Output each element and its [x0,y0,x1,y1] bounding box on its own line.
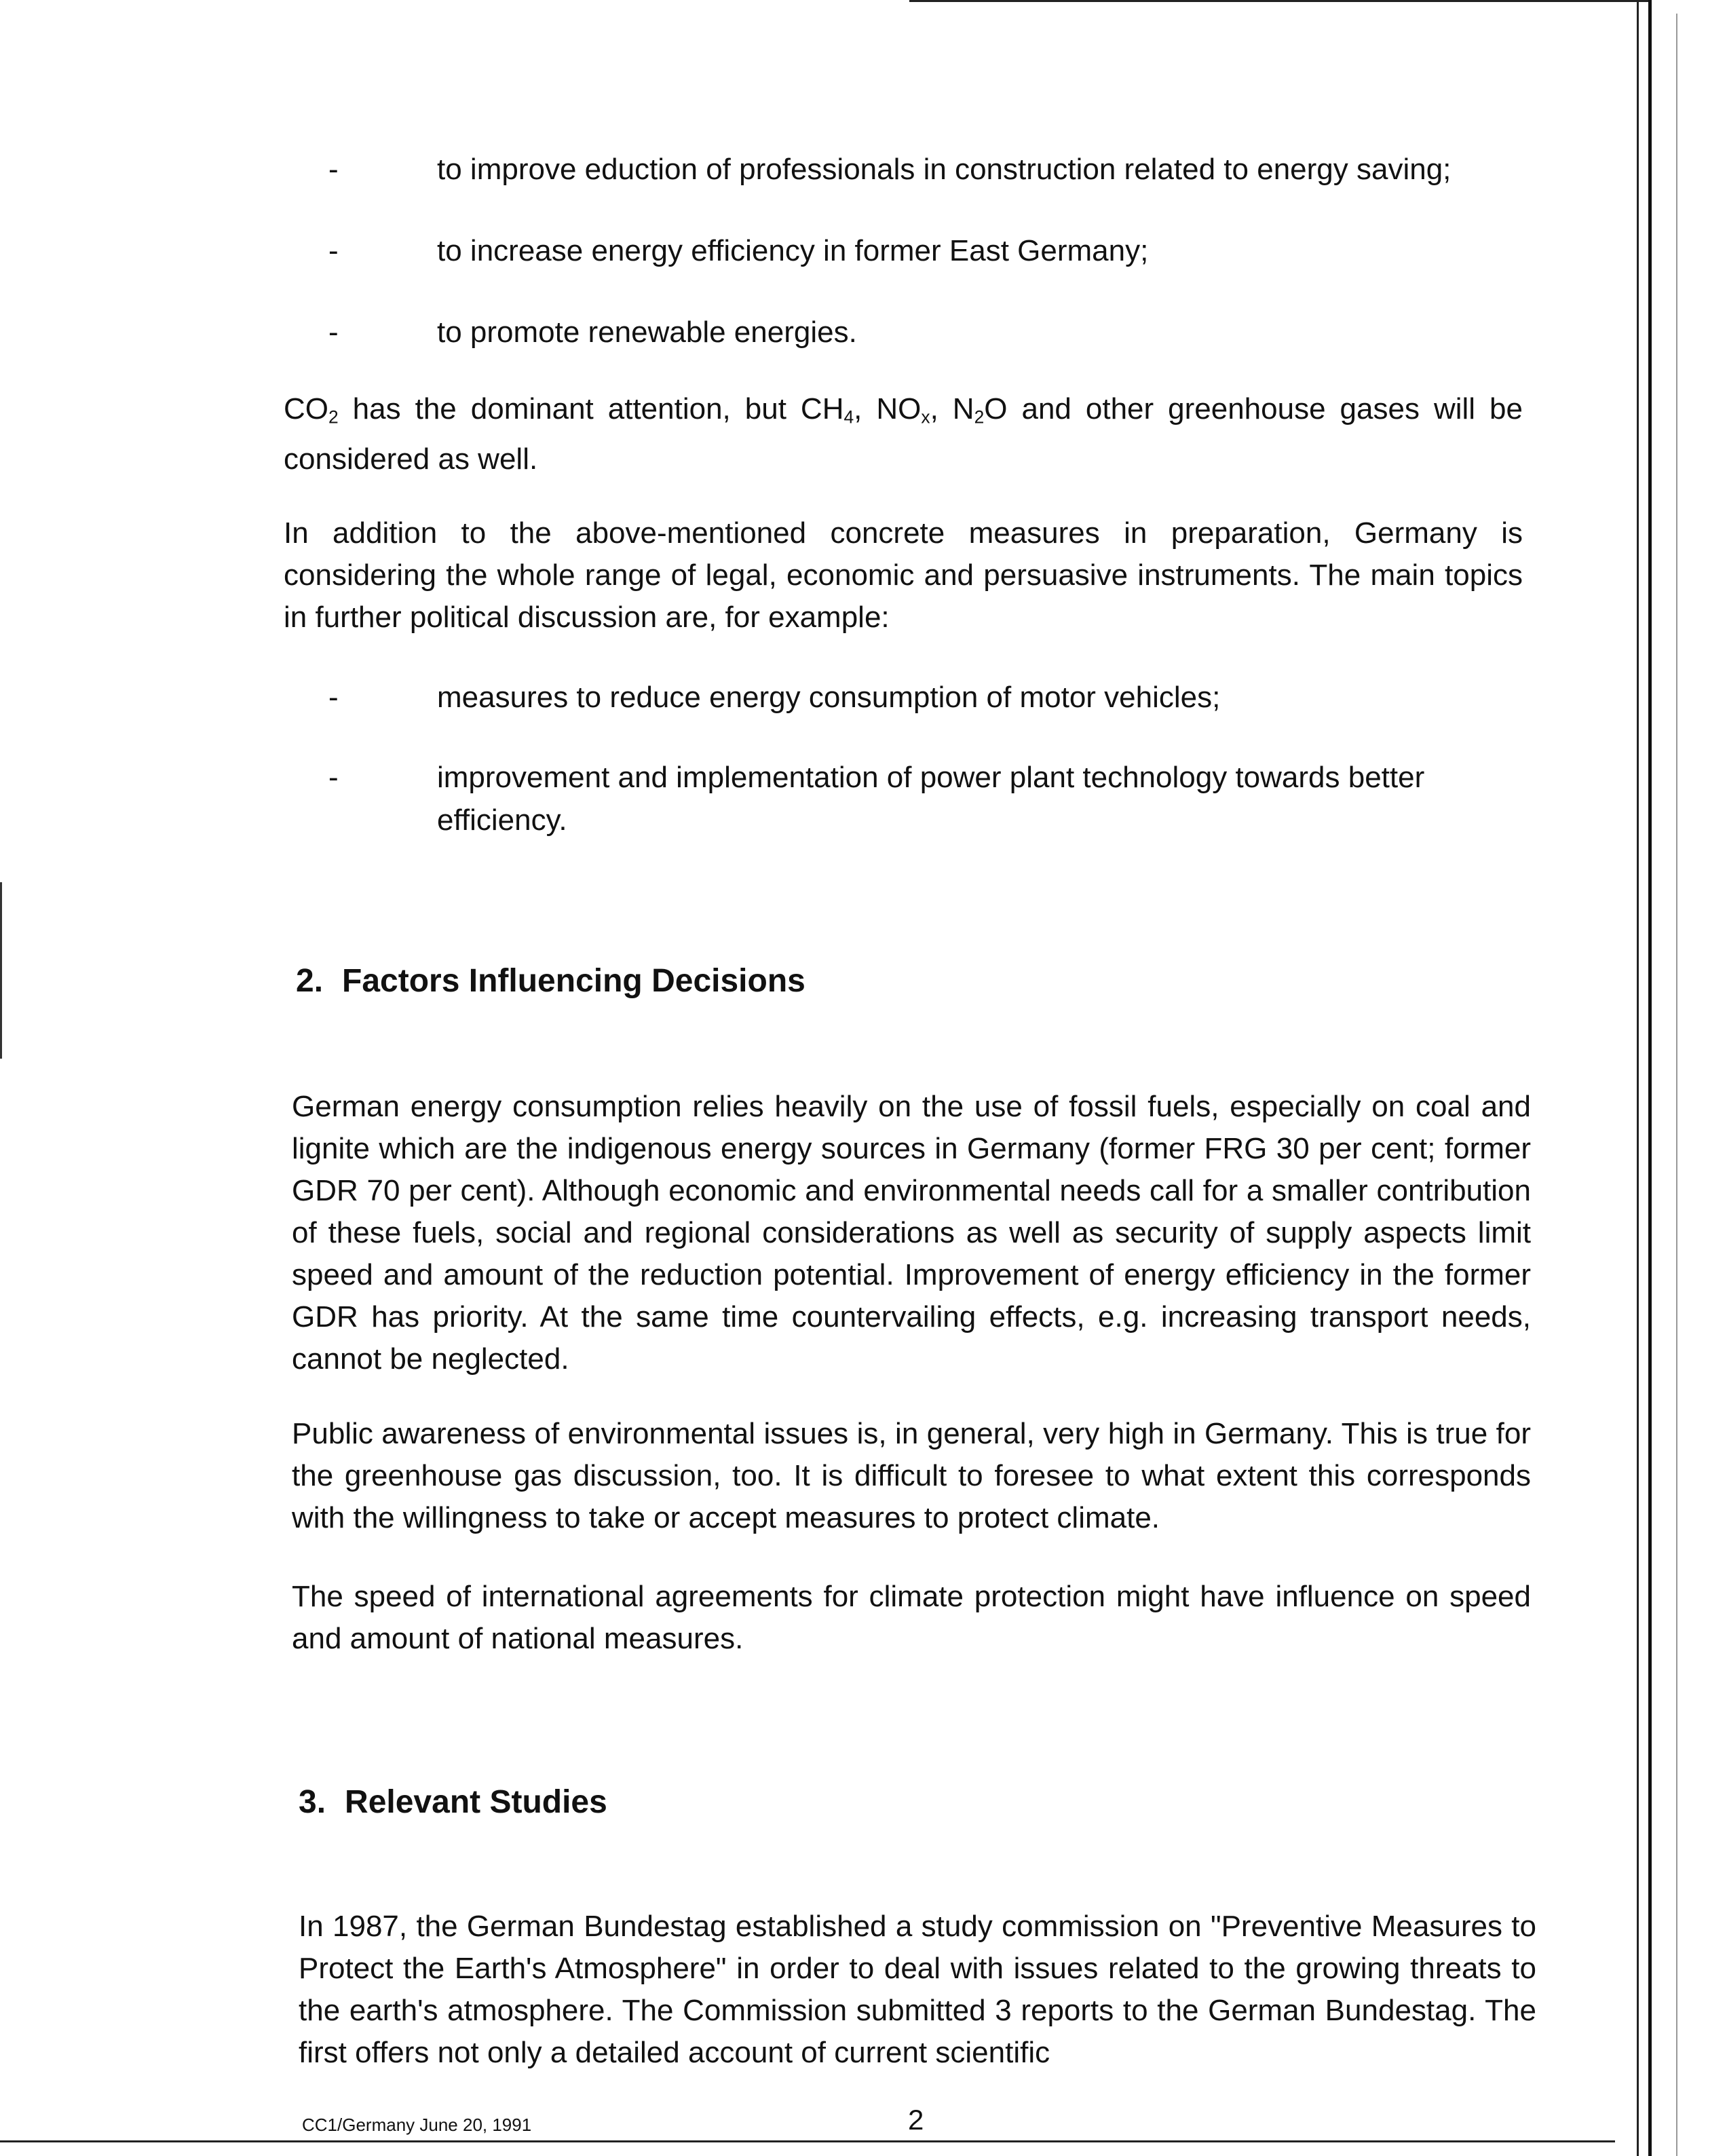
scan-edge-bottom [0,2140,1615,2142]
list-item [326,229,1534,272]
section-number: 2. [296,963,324,999]
scan-edge-right [1637,0,1652,2156]
bullet-dash: - [328,153,339,186]
bullet-dash: - [328,761,339,794]
bullet-text: to increase energy efficiency in former East Germany; [437,234,1149,267]
section-heading-3 [299,1783,607,1821]
paragraph-additional-measures: In addition to the above-mentioned concrete measures in preparation, Germany is considering the whole range of legal, economic and persuasive instruments. The main topics in further political discussion are, for example: [284,516,1523,634]
bullet-dash: - [328,681,339,714]
bullet-text: improvement and implementation of power plant technology towards better efficiency. [437,761,1425,837]
page-number: 2 [908,2104,924,2136]
paragraph-international-agreements: The speed of international agreements for climate protection might have influence on speed and amount of national measures. [292,1580,1531,1655]
section-number: 3. [299,1784,326,1820]
bullet-text: to promote renewable energies. [437,316,857,349]
section-heading-2 [296,962,805,1000]
scan-edge-right-inner [1676,14,1677,2156]
section-title: Factors Influencing Decisions [342,963,805,999]
list-item [326,311,1534,354]
bullet-text: to improve eduction of professionals in construction related to energy saving; [437,153,1451,186]
list-item [326,676,1534,719]
footer-reference: CC1/Germany June 20, 1991 [302,2115,532,2135]
list-item [326,148,1534,191]
scan-edge-top [909,0,1649,6]
scan-edge-left [0,882,2,1059]
section-title: Relevant Studies [345,1784,607,1820]
paragraph-greenhouse-gases: $CO_2$ has the dominant attention, but $CH_4$, $NO_x$, $N_2O$ and other greenhouse gases will be considered as well. [284,392,1523,476]
paragraph-public-awareness: Public awareness of environmental issues is, in general, very high in Germany. This is true for the greenhouse gas discussion, too. It is difficult to foresee to what extent this corresponds with the willingness to take or accept measures to protect climate. [292,1417,1531,1534]
bullet-dash: - [328,316,339,349]
list-item [326,756,1534,841]
bullet-dash: - [328,234,339,267]
bullet-text: measures to reduce energy consumption of motor vehicles; [437,681,1221,714]
paragraph-bundestag-commission: In 1987, the German Bundestag established a study commission on "Preventive Measures to Protect the Earth's Atmosphere" in order to deal with issues related to the growing threats to the earth's atmosphere. The Commission submitted 3 reports to the German Bundestag. The first offers not only a detailed account of current scientific [299,1910,1536,2069]
paragraph-energy-consumption: German energy consumption relies heavily on the use of fossil fuels, especially on coal and lignite which are the indigenous energy sources in Germany (former FRG 30 per cent; former GDR 70 per cent). Although economic and environmental needs call for a smaller contribution of these fuels, social and regional considerations as well as security of supply aspects limit speed and amount of the reduction potential. Improvement of energy efficiency in the former GDR has priority. At the same time countervailing effects, e.g. increasing transport needs, cannot be neglected. [292,1090,1531,1376]
